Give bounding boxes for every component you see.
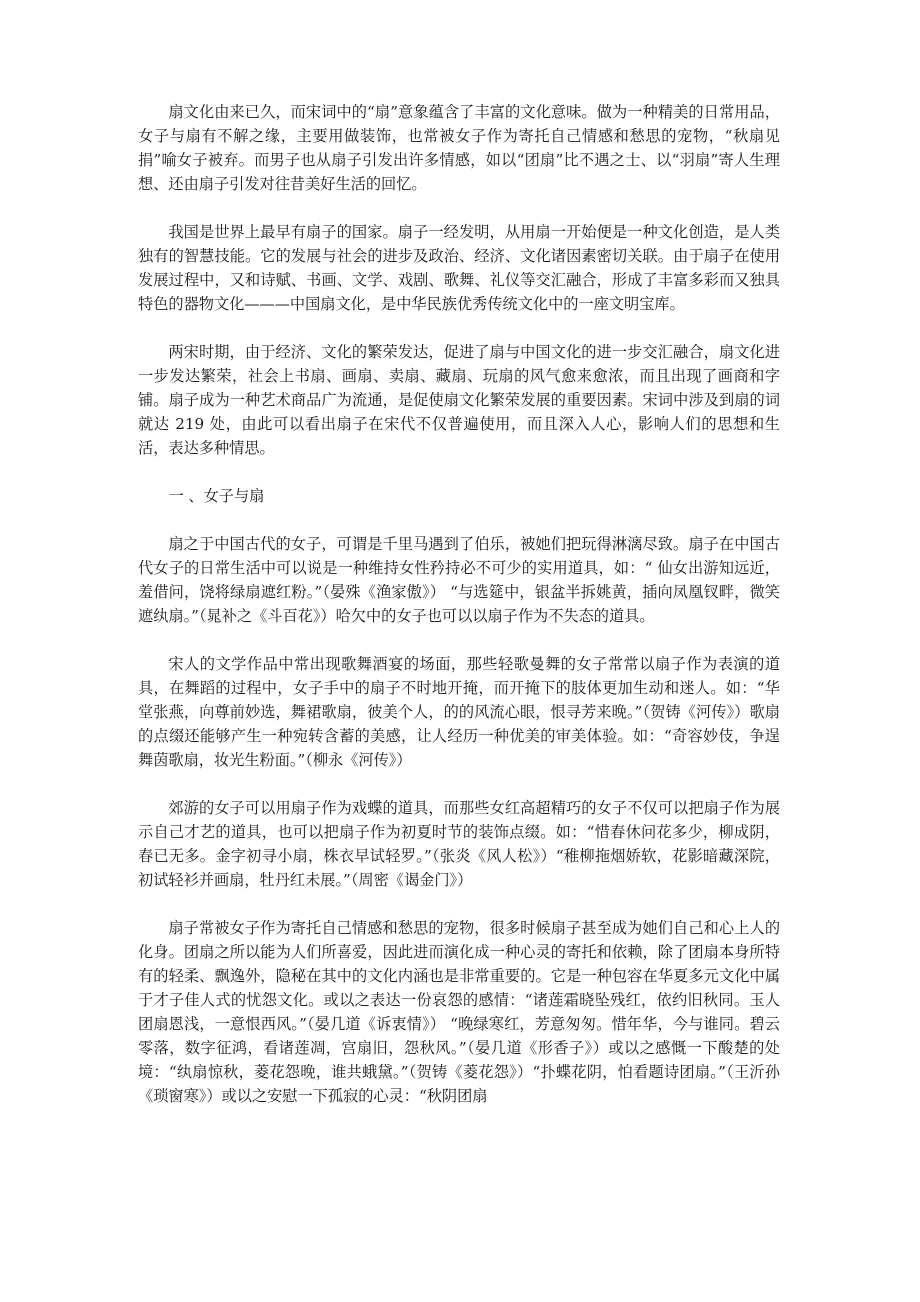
paragraph-gap	[138, 892, 780, 916]
paragraph-song-dynasty: 两宋时期，由于经济、文化的繁荣发达，促进了扇与中国文化的进一步交汇融合，扇文化进一步发达繁荣，社会上书扇、画扇、卖扇、藏扇、玩扇的风气愈来愈浓，而且出现了画商和字铺。扇子成为一种艺术商品广为流通，是促使扇文化繁荣发展的重要因素。宋词中涉及到扇的词就达 219 处，由此可以看出扇子在宋代不仅普遍使用，而且深入人心，影响人们的思想和生活，表达多种情思。	[138, 343, 780, 457]
paragraph-gap	[138, 196, 780, 220]
paragraph-emotional-sustenance: 扇子常被女子作为寄托自己情感和愁思的宠物，很多时候扇子甚至成为她们自己和心上人的化身。团扇之所以能为人们所喜爱，因此进而演化成一种心灵的寄托和依赖，除了团扇本身所特有的轻柔、飘逸外，隐秘在其中的文化内涵也是非常重要的。它是一种包容在华夏多元文化中属于才子佳人式的忧怨文化。或以之表达一份哀怨的感情：“诸莲霜晓坠残红，依约旧秋同。玉人团扇恩浅，一意恨西风。”（晏几道《诉衷情》） “晚绿寒红，芳意匆匆。惜年华，今与谁同。碧云零落，数字征鸿，看诸莲凋，宫扇旧，怨秋风。”（晏几道《形香子》）或以之感慨一下酸楚的处境：“纨扇惊秋，菱花怨晚，谁共蛾黛。”（贺铸《菱花怨》）“扑蝶花阴，怕看题诗团扇。”（王沂孙《琐窗寒》）或以之安慰一下孤寂的心灵：“秋阴团扇	[138, 919, 780, 1105]
paragraph-gap	[138, 316, 780, 340]
paragraph-gap	[138, 772, 780, 796]
paragraph-intro: 扇文化由来已久，而宋词中的“扇”意象蕴含了丰富的文化意味。做为一种精美的日常用品，女子与扇有不解之缘，主要用做装饰，也常被女子作为寄托自己情感和愁思的宠物，“秋扇见捐”喻女子被弃。而男子也从扇子引发出许多情感，如以“团扇”比不遇之士、以“羽扇”寄人生理想、还由扇子引发对往昔美好生活的回忆。	[138, 103, 780, 193]
section-heading: 一 、女子与扇	[168, 487, 265, 505]
paragraph-outing-props: 郊游的女子可以用扇子作为戏蝶的道具，而那些女红高超精巧的女子不仅可以把扇子作为展示自己才艺的道具，也可以把扇子作为初夏时节的装饰点缀。如：“惜春休问花多少，柳成阴，春已无多。金字初寻小扇，株衣早试轻罗。”（张炎《风人松》）“稚柳拖烟娇软，花影暗藏深院，初试轻衫并画扇，牡丹红未展。”（周密《谒金门》）	[138, 799, 780, 889]
paragraph-gap	[138, 460, 780, 484]
document-body	[138, 100, 780, 1108]
paragraph-gap	[138, 628, 780, 652]
paragraph-women-and-fans: 扇之于中国古代的女子，可谓是千里马遇到了伯乐，被她们把玩得淋漓尽致。扇子在中国古代女子的日常生活中可以说是一种维持女性矜持必不可少的实用道具，如：“ 仙女出游知远近，羞借问，饶将绿扇遮红粉。”（晏殊《渔家傲》） “与选筵中，银盆半拆姚黄，插向凤凰钗畔，微笑遮纨扇。”（晁补之《斗百花》）哈欠中的女子也可以以扇子作为不失态的道具。	[138, 535, 780, 625]
paragraph-origin: 我国是世界上最早有扇子的国家。扇子一经发明，从用扇一开始便是一种文化创造，是人类独有的智慧技能。它的发展与社会的进步及政治、经济、文化诸因素密切关联。由于扇子在使用发展过程中，又和诗赋、书画、文学、戏剧、歌舞、礼仪等交汇融合，形成了丰富多彩而又独具特色的器物文化———中国扇文化，是中华民族优秀传统文化中的一座文明宝库。	[138, 223, 780, 313]
paragraph-gap	[138, 508, 780, 532]
paragraph-dance-props: 宋人的文学作品中常出现歌舞酒宴的场面，那些轻歌曼舞的女子常常以扇子作为表演的道具，在舞蹈的过程中，女子手中的扇子不时地开掩，而开掩下的肢体更加生动和迷人。如：“华堂张燕，向尊前妙选，舞裙歌扇，彼美个人，的的风流心眼，恨寻芳来晚。”（贺铸《河传》）歌扇的点缀还能够产生一种宛转含蓄的美感，让人经历一种优美的审美体验。如：“奇容妙伎，争逞舞茵歌扇，妆光生粉面。”（柳永《河传》）	[138, 655, 780, 769]
